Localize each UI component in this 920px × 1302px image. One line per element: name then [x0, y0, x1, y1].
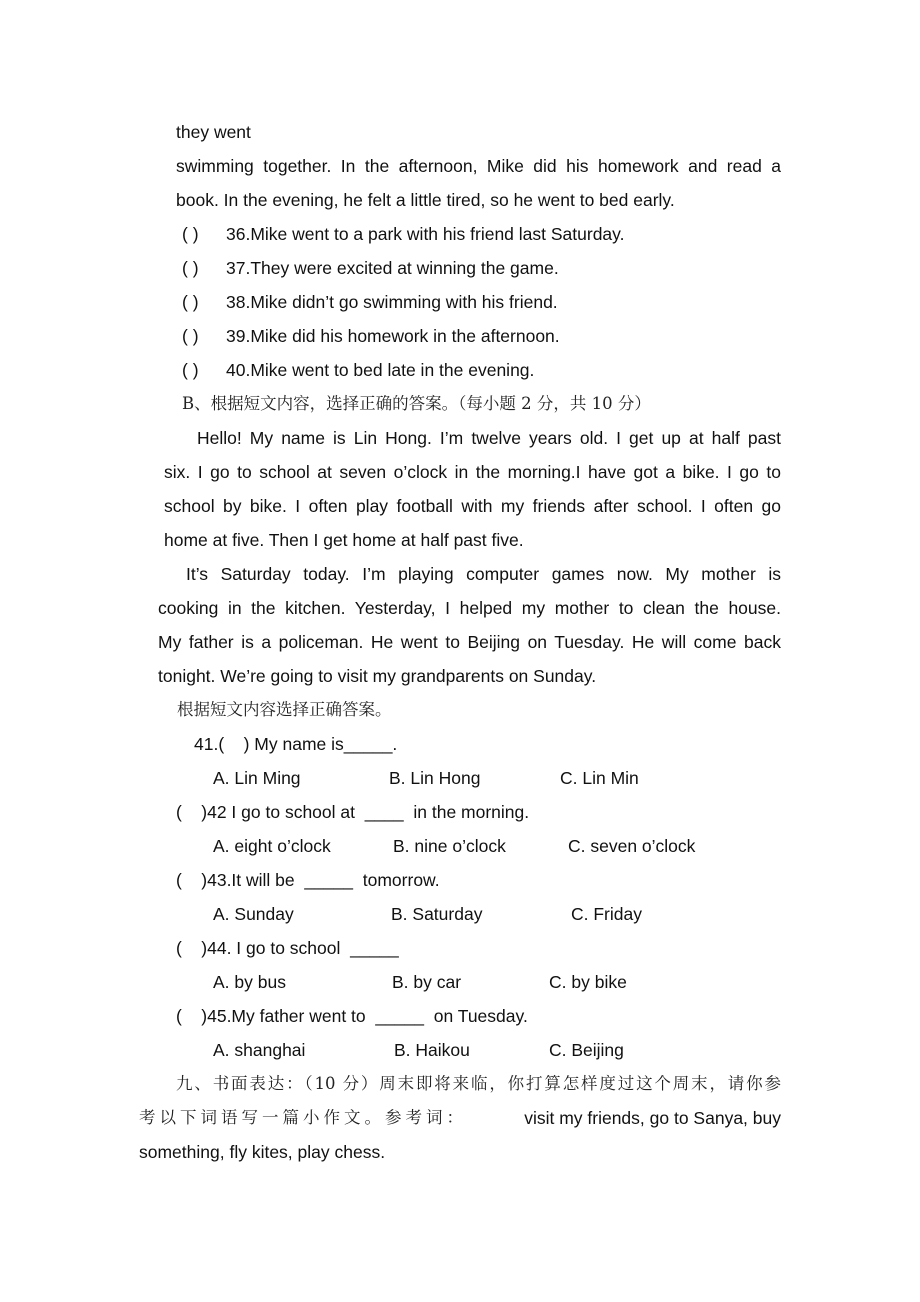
option-b[interactable]: B. by car	[392, 972, 462, 992]
option-c[interactable]: C. Lin Min	[560, 768, 639, 788]
writing-task-line	[139, 1107, 781, 1129]
answer-blank[interactable]: ( )	[182, 292, 199, 312]
reference-words: visit my friends, go to Sanya, buy	[524, 1108, 781, 1128]
answer-blank[interactable]: ( )	[182, 326, 199, 346]
passage-b-line: Hello! My name is Lin Hong. I’m twelve years old. I get up at half past	[197, 428, 781, 448]
option-c[interactable]: C. Friday	[571, 904, 642, 924]
mc-question-44: ( )44. I go to school _____	[176, 938, 399, 958]
mc-question-45: ( )45.My father went to _____ on Tuesday.	[176, 1006, 528, 1026]
answer-blank[interactable]: ( )	[182, 360, 199, 380]
passage-b-line: home at five. Then I get home at half past five.	[164, 530, 524, 550]
passage-b-line: cooking in the kitchen. Yesterday, I helped my mother to clean the house.	[158, 598, 781, 618]
section-b-heading: B、根据短文内容，选择正确的答案。（每小题 2 分，共 10 分）	[182, 394, 651, 413]
answer-blank[interactable]: ( )	[182, 258, 199, 278]
tf-question-39: ( ) 39.Mike did his homework in the afternoon.	[182, 326, 560, 346]
option-b[interactable]: B. Saturday	[391, 904, 483, 924]
passage-b-line: It’s Saturday today. I’m playing computer games now. My mother is	[186, 564, 781, 584]
passage-b-line: six. I go to school at seven o’clock in the morning.I have got a bike. I go to	[164, 462, 781, 482]
option-b[interactable]: B. Haikou	[394, 1040, 470, 1060]
option-c[interactable]: C. seven o’clock	[568, 836, 696, 856]
option-b[interactable]: B. nine o’clock	[393, 836, 506, 856]
answer-blank[interactable]: ( )	[182, 224, 199, 244]
reference-words-label: 考以下词语写一篇小作文。参考词：	[139, 1108, 467, 1127]
mc-question-41: 41.( ) My name is_____.	[194, 734, 398, 754]
mc-question-43: ( )43.It will be _____ tomorrow.	[176, 870, 440, 890]
option-c[interactable]: C. by bike	[549, 972, 627, 992]
writing-task-line: something, fly kites, play chess.	[139, 1142, 386, 1162]
option-c[interactable]: C. Beijing	[549, 1040, 624, 1060]
tf-question-36: ( ) 36.Mike went to a park with his friend last Saturday.	[182, 224, 625, 244]
passage-b-line: My father is a policeman. He went to Beijing on Tuesday. He will come back	[158, 632, 781, 652]
option-a[interactable]: A. by bus	[213, 972, 286, 992]
option-a[interactable]: A. shanghai	[213, 1040, 306, 1060]
passage-a-line: swimming together. In the afternoon, Mike did his homework and read a	[176, 156, 781, 176]
option-b[interactable]: B. Lin Hong	[389, 768, 481, 788]
writing-task-heading: 九、书面表达：（10 分）周末即将来临，你打算怎样度过这个周末，请你参	[176, 1074, 781, 1093]
mc-instruction: 根据短文内容选择正确答案。	[177, 700, 392, 719]
option-a[interactable]: A. Lin Ming	[213, 768, 301, 788]
tf-question-37: ( ) 37.They were excited at winning the game.	[182, 258, 559, 278]
option-a[interactable]: A. Sunday	[213, 904, 294, 924]
passage-b-line: school by bike. I often play football with my friends after school. I often go	[164, 496, 781, 516]
passage-b-line: tonight. We’re going to visit my grandparents on Sunday.	[158, 666, 597, 686]
option-a[interactable]: A. eight o’clock	[213, 836, 331, 856]
passage-a-line: book. In the evening, he felt a little tired, so he went to bed early.	[176, 190, 675, 210]
tf-question-40: ( ) 40.Mike went to bed late in the evening.	[182, 360, 535, 380]
mc-question-42: ( )42 I go to school at ____ in the morning.	[176, 802, 530, 822]
tf-question-38: ( ) 38.Mike didn’t go swimming with his friend.	[182, 292, 558, 312]
passage-a-line: they went	[176, 122, 251, 142]
